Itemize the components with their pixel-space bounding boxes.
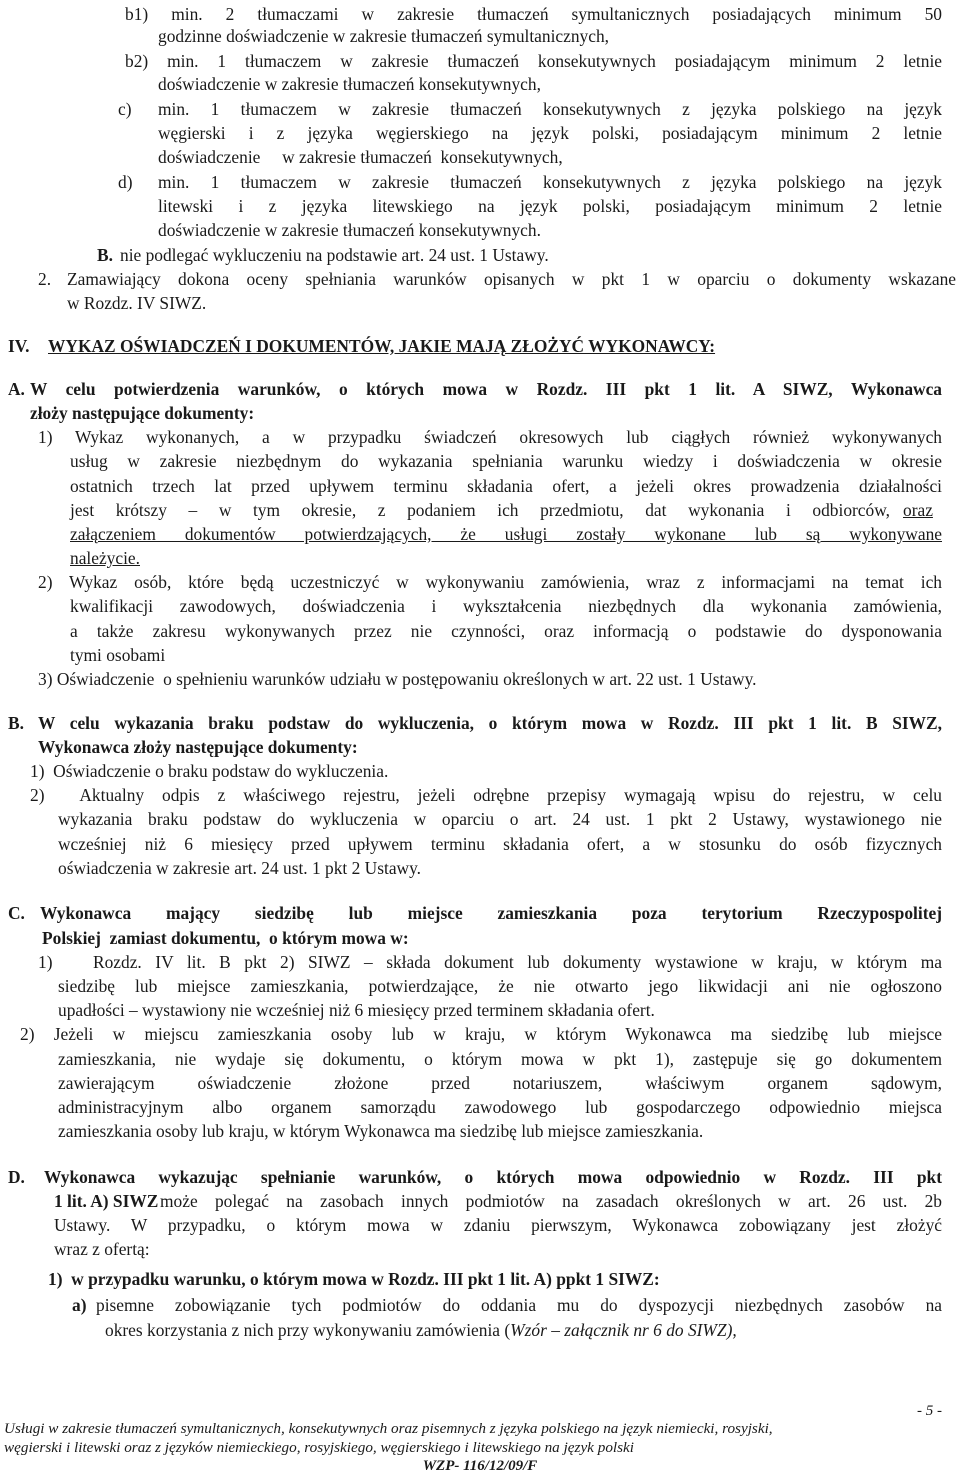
text-line: usług w zakresie niezbędnym do wykazania spełniania warunku wiedzy i doświadczenia w okresie <box>70 451 942 471</box>
text-line: zamieszkania osoby lub kraju, w którym Wykonawca ma siedzibę lub miejsce zamieszkania. <box>58 1121 704 1141</box>
text-line <box>105 1318 737 1342</box>
subsection-heading: Wykonawca mający siedzibę lub miejsce zamieszkania poza terytorium Rzeczypospolitej <box>40 903 942 923</box>
text-line: godzinne doświadczenie w zakresie tłumaczeń symultanicznych, <box>158 26 610 46</box>
text-line: ostatnich trzech lat przed upływem terminu składania ofert, a jeżeli okres prowadzenia działalności <box>70 476 942 496</box>
list-label: c) <box>118 99 132 119</box>
text-line: 2) Wykaz osób, które będą uczestniczyć w wykonywaniu zamówienia, wraz z informacjami na temat ich <box>38 572 942 592</box>
text-line: doświadczenie w zakresie tłumaczeń konsekutywnych, <box>158 147 563 167</box>
text-line: doświadczenie w zakresie tłumaczeń konsekutywnych, <box>158 74 541 94</box>
text-line: węgierski i z języka węgierskiego na język polski, posiadającym minimum 2 letnie <box>158 123 942 143</box>
text-line: litewski i z języka litewskiego na język polski, posiadającym minimum 2 letnie <box>158 196 942 216</box>
text-line: doświadczenie w zakresie tłumaczeń konsekutywnych. <box>158 220 541 240</box>
text-line: 1) Rozdz. IV lit. B pkt 2) SIWZ – składa dokument lub dokumenty wystawione w kraju, w którym ma <box>38 952 942 972</box>
subsection-label: A. <box>8 379 25 399</box>
page-number: - 5 - <box>917 1403 942 1419</box>
text-line: Zamawiający dokona oceny spełniania warunków opisanych w pkt 1 w oparciu o dokumenty wskazane <box>67 269 956 289</box>
document-reference: WZP- 116/12/09/F <box>422 1458 538 1474</box>
subsection-heading: 1) w przypadku warunku, o którym mowa w Rozdz. III pkt 1 lit. A) ppkt 1 SIWZ: <box>48 1269 660 1289</box>
text-line: w Rozdz. IV SIWZ. <box>67 293 207 313</box>
list-label: 2. <box>38 269 52 289</box>
subsection-label: D. <box>8 1167 25 1187</box>
text-line: załączeniem dokumentów potwierdzających, że usługi zostały wykonane lub są wykonywane <box>70 524 942 544</box>
text-line: kwalifikacji zawodowych, doświadczenia i wykształcenia niezbędnych dla wykonania zamówienia, <box>70 596 942 616</box>
text-line: zawierającym oświadczenie złożone przed notariuszem, właściwym organem sądowym, <box>58 1073 942 1093</box>
subsection-label: B. <box>8 713 24 733</box>
text-line: wraz z ofertą: <box>54 1239 150 1259</box>
text-line: wcześniej niż 6 miesięcy przed upływem terminu składania ofert, a w stosunku do osób fizycznych <box>58 834 942 854</box>
text-line: a także zakresu wykonywanych przez nie czynności, oraz informacją o podstawie do dysponowania <box>70 621 942 641</box>
text-fragment-italic: Wzór – załącznik nr 6 do SIWZ), <box>510 1320 737 1340</box>
text-line: min. 1 tłumaczem w zakresie tłumaczeń konsekutywnych z języka polskiego na język <box>158 172 942 192</box>
text-line: tymi osobami <box>70 645 166 665</box>
subsection-heading: złoży następujące dokumenty: <box>30 403 255 423</box>
text-line: Ustawy. W przypadku, o którym mowa w zdaniu pierwszym, Wykonawca zobowiązany jest złożyć <box>54 1215 942 1235</box>
text-line: nie podlegać wykluczeniu na podstawie art. 24 ust. 1 Ustawy. <box>120 245 549 265</box>
text-line: b2) min. 1 tłumaczem w zakresie tłumaczeń konsekutywnych posiadającym minimum 2 letnie <box>125 51 942 71</box>
subsection-heading: W celu potwierdzenia warunków, o których mowa w Rozdz. III pkt 1 lit. A SIWZ, Wykonawca <box>30 379 942 399</box>
list-label: a) <box>72 1295 87 1315</box>
text-line: pisemne zobowiązanie tych podmiotów do oddania mu do dyspozycji niezbędnych zasobów na <box>96 1295 942 1315</box>
section-heading: WYKAZ OŚWIADCZEŃ I DOKUMENTÓW, JAKIE MAJĄ ZŁOŻYĆ WYKONAWCY: <box>48 336 716 356</box>
subsection-heading: Polskiej zamiast dokumentu, o którym mowa w: <box>42 928 409 948</box>
text-line: 3) Oświadczenie o spełnieniu warunków udziału w postępowaniu określonych w art. 22 ust. 1 Ustawy. <box>38 669 757 689</box>
text-line: wykazania braku podstaw do wykluczenia w oparciu o art. 24 ust. 1 pkt 2 Ustawy, wystawionego nie <box>58 809 942 829</box>
text-line: 2) Jeżeli w miejscu zamieszkania osoby lub w kraju, w którym Wykonawca ma siedzibę lub miejsce <box>20 1024 942 1044</box>
list-label: d) <box>118 172 133 192</box>
text-line: administracyjnym albo organem samorządu zawodowego lub gospodarczego odpowiednio miejsca <box>58 1097 942 1117</box>
text-line: może polegać na zasobach innych podmiotów na zasadach określonych w art. 26 ust. 2b <box>160 1191 942 1211</box>
text-line: min. 1 tłumaczem w zakresie tłumaczeń konsekutywnych z języka polskiego na język <box>158 99 942 119</box>
subsection-heading: Wykonawca złoży następujące dokumenty: <box>38 737 358 757</box>
footer-line: Usługi w zakresie tłumaczeń symultanicznych, konsekutywnych oraz pisemnych z języka polskiego na język niemiecki, rosyjski, <box>4 1420 773 1437</box>
text-line: oświadczenia w zakresie art. 24 ust. 1 pkt 2 Ustawy. <box>58 858 422 878</box>
footer-line: węgierski i litewski oraz z języków niemieckiego, rosyjskiego, węgierskiego i litewskiego na język polski <box>4 1439 634 1456</box>
list-label: B. <box>97 245 113 265</box>
text-line: 2) Aktualny odpis z właściwego rejestru, jeżeli odrębne przepisy wymagają wpisu do rejestru, w celu <box>30 785 942 805</box>
subsection-heading: W celu wykazania braku podstaw do wykluczenia, o którym mowa w Rozdz. III pkt 1 lit. B SIWZ, <box>38 713 942 733</box>
text-line: oraz <box>903 500 933 520</box>
text-line: 1) Wykaz wykonanych, a w przypadku świadczeń okresowych lub ciągłych również wykonywanych <box>38 427 942 447</box>
subsection-label: C. <box>8 903 25 923</box>
text-line: 1) Oświadczenie o braku podstaw do wykluczenia. <box>30 761 389 781</box>
text-line: zamieszkania, nie wydaje się dokumentu, o którym mowa w pkt 1), zastępuje się go dokumentem <box>58 1049 942 1069</box>
text-line: upadłości – wystawiony nie wcześniej niż 6 miesięcy przed terminem składania ofert. <box>58 1000 655 1020</box>
subsection-heading: 1 lit. A) SIWZ <box>54 1191 159 1211</box>
text-line: siedzibę lub miejsce zamieszkania, potwierdzające, że nie otwarto jego likwidacji ani nie ogłoszono <box>58 976 942 996</box>
text-fragment: okres korzystania z nich przy wykonywaniu zamówienia ( <box>105 1320 511 1340</box>
text-line: b1) min. 2 tłumaczami w zakresie tłumaczeń symultanicznych posiadających minimum 50 <box>125 4 942 24</box>
text-line: należycie. <box>70 548 140 568</box>
subsection-heading: Wykonawca wykazując spełnianie warunków, o których mowa odpowiednio w Rozdz. III pkt <box>44 1167 942 1187</box>
section-number: IV. <box>8 336 30 356</box>
text-line: jest krótszy – w tym okresie, z podaniem ich przedmiotu, dat wykonania i odbiorców, <box>70 500 890 520</box>
